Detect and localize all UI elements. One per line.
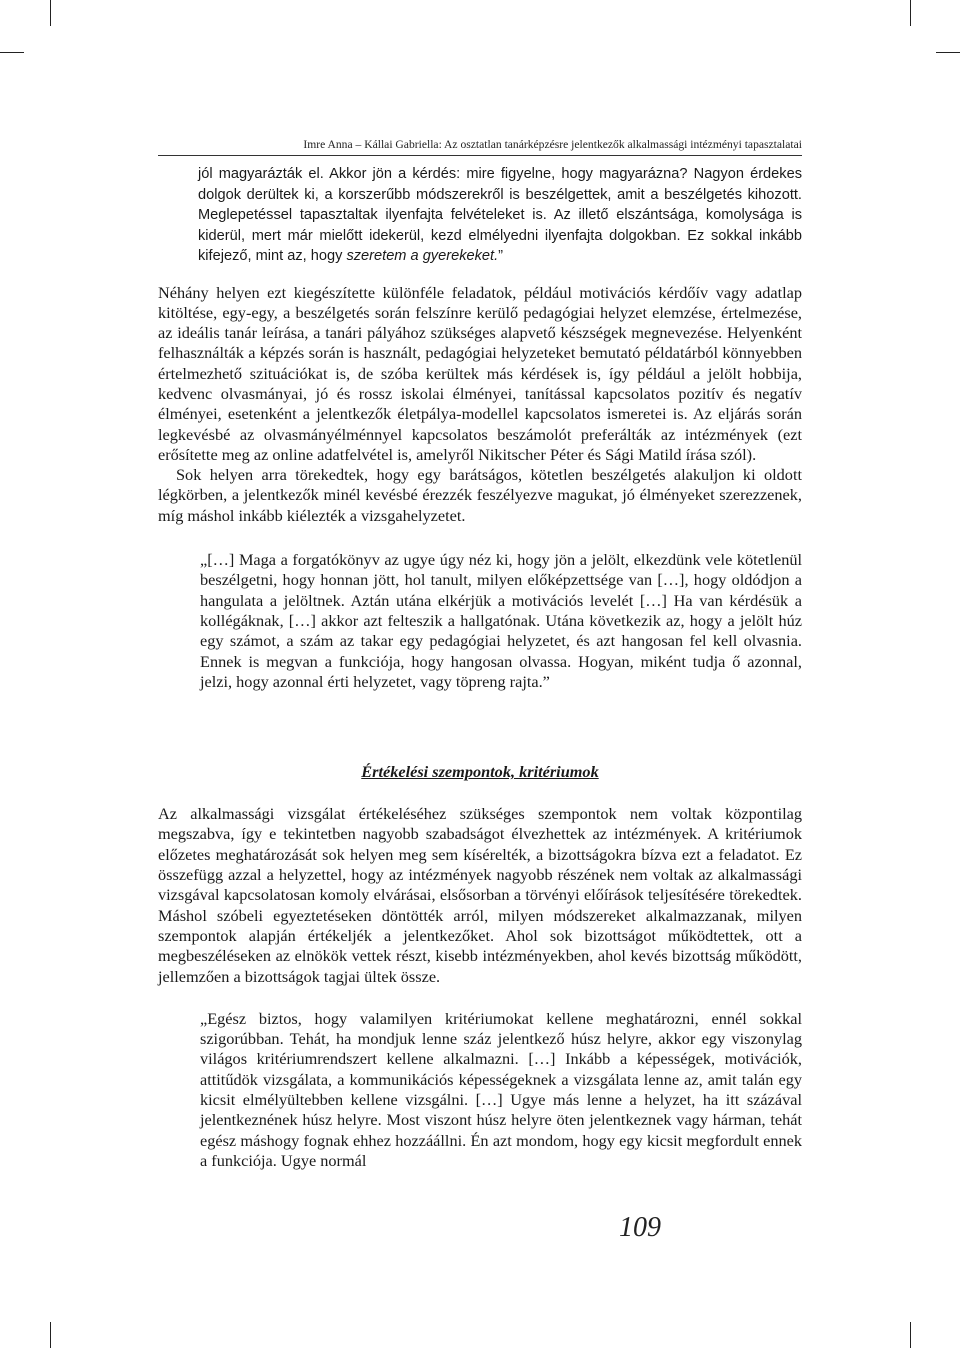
paragraph-2: Sok helyen arra törekedtek, hogy egy barátságos, kötetlen beszélgetés alakuljon ki oldott légkörben, a jelentkezők minél kevésbé érezzék feszélyezve magukat, jó élményeket szerezzenek, míg máshol inkább kiélezték a vizsgahelyzetet.	[158, 465, 802, 525]
crop-mark-top-left	[50, 0, 51, 26]
crop-mark-bottom-right	[910, 1322, 911, 1348]
crop-mark-top-right	[910, 0, 911, 26]
intro-quote	[158, 164, 802, 267]
crop-mark-right-horizontal	[936, 52, 960, 53]
block-quote-2: „Egész biztos, hogy valamilyen kritériumokat kellene meghatározni, ennél sokkal szigorúbban. Tehát, ha mondjuk lenne száz jelentkező húsz helyre, akkor egy viszonylag világos kritériumrendszert kellene alkalmazni. […] Inkább a képességek, motivációk, attitűdök vizsgálata, a kommunikációs képességeknek a vizsgálata lenne az, amit talán egy kicsit elmélyültebben kellene vizsgálni. […] Ugye más lenne a helyzet, ha itt százával jelentkeznének húsz helyre. Most viszont húsz helyre öten jelentkeznek vagy hárman, tehát egész máshogy fognak ehhez hozzáállni. Én azt mondom, hogy egy kicsit megfordult ennek a funkciója. Ugye normál	[200, 1008, 802, 1170]
intro-italic: szeretem a gyerekeket.	[346, 248, 499, 264]
block-quote-1: „[…] Maga a forgatókönyv az ugye úgy néz ki, hogy jön a jelölt, elkezdünk vele kötetlenül beszélgetni, hogy honnan jött, hol tanult, milyen előképzettsége van […], hogy oldódjon a hangulata a jelöltnek. Aztán utána elkérjük a motivációs levelét […] Ha van kérdésük a kollégáknak, […] akkor azt felteszik a hallgatónak. Utána következik az, hogy a jelölt húz egy számot, a szám az takar egy pedagógiai helyzetet, és azt hangosan fel kell olvasnia. Ennek is megvan a funkciója, hogy hangosan olvassa. Hogyan, miként tudja ő azonnal, jelzi, hogy azonnal érti helyzetet, vagy töpreng rajta.”	[200, 550, 802, 691]
paragraph-1: Néhány helyen ezt kiegészítette különféle feladatok, például motivációs kérdőív vagy adatlap kitöltése, egy-egy, a beszélgetés során felszínre kerülő pedagógiai helyzet elemzése, értelmezése, az ideális tanár leírása, a tanári pályához szükséges alapvető készségek megnevezése. Helyenként felhasználták a képzés során is használt, pedagógiai helyzeteket bemutató példatárból könnyebben értelmezhető szituációkat is, de szóba kerültek más kérdések is, így például a jelölt hobbija, kedvenc olvasmányai, jó és rossz iskolai élményei, tanítással kapcsolatos pozitív és negatív élményei, esetenként a jelentkezők életpálya-modellel kapcsolatos ismeretei is. Az eljárás során legkevésbé az olvasmányélménnyel kapcsolatos beszámolót preferálták az intézmények (ezt erősítette meg az online adatfelvétel is, amelyről Nikitscher Péter és Sági Matild írása szól).	[158, 282, 802, 464]
page-body	[158, 164, 802, 1171]
intro-text: jól magyarázták el. Akkor jön a kérdés: mire figyelne, hogy magyarázna? Nagyon érdekes dolgok derültek ki, a korszerűbb módszerekről is beszélgettek, amit a beszélgetés kihozott. Meglepetéssel tapasztaltak ilyenfajta felvételeket is. Az illető elszántsága, komolysága is kiderül, mert már mielőtt idekerül, kezd elmélyedni ilyenfajta dolgokban. Ez sokkal inkább kifejező, mint az, hogy	[198, 166, 802, 264]
paragraph-3: Az alkalmassági vizsgálat értékeléséhez szükséges szempontok nem voltak központilag megszabva, így e tekintetben nagyobb szabadságot élvezhettek az intézmények. A kritériumok előzetes meghatározását sok helyen meg sem kísérelték, a bizottságokra bízva ezt a feladatot. Ez összefügg azzal a helyzettel, hogy az intézmények nagyobb részének nem voltak az alkalmassági vizsgával kapcsolatosan komoly elvárásai, elsősorban a törvényi előírások teljesítésére törekedtek. Máshol szóbeli egyeztetéseken döntötték arról, milyen módszereket alkalmazzanak, milyen szempontok alapján értékeljék a jelentkezőket. Ahol sok bizottságot működtettek, ott a megbeszéléseken az elnökök vettek részt, kisebb intézményekben, ahol kevés bizottság működött, jellemzően a bizottságok tagjai ültek össze.	[158, 804, 802, 986]
page-number: 109	[619, 1212, 661, 1243]
section-title: Értékelési szempontok, kritériumok	[361, 762, 599, 782]
intro-close: ”	[498, 248, 504, 264]
header-rule	[158, 155, 802, 156]
crop-mark-bottom-left	[50, 1322, 51, 1348]
running-head: Imre Anna – Kállai Gabriella: Az osztatlan tanárképzésre jelentkezők alkalmassági intézményi tapasztalatai	[303, 138, 802, 151]
crop-mark-left-horizontal	[0, 52, 24, 53]
